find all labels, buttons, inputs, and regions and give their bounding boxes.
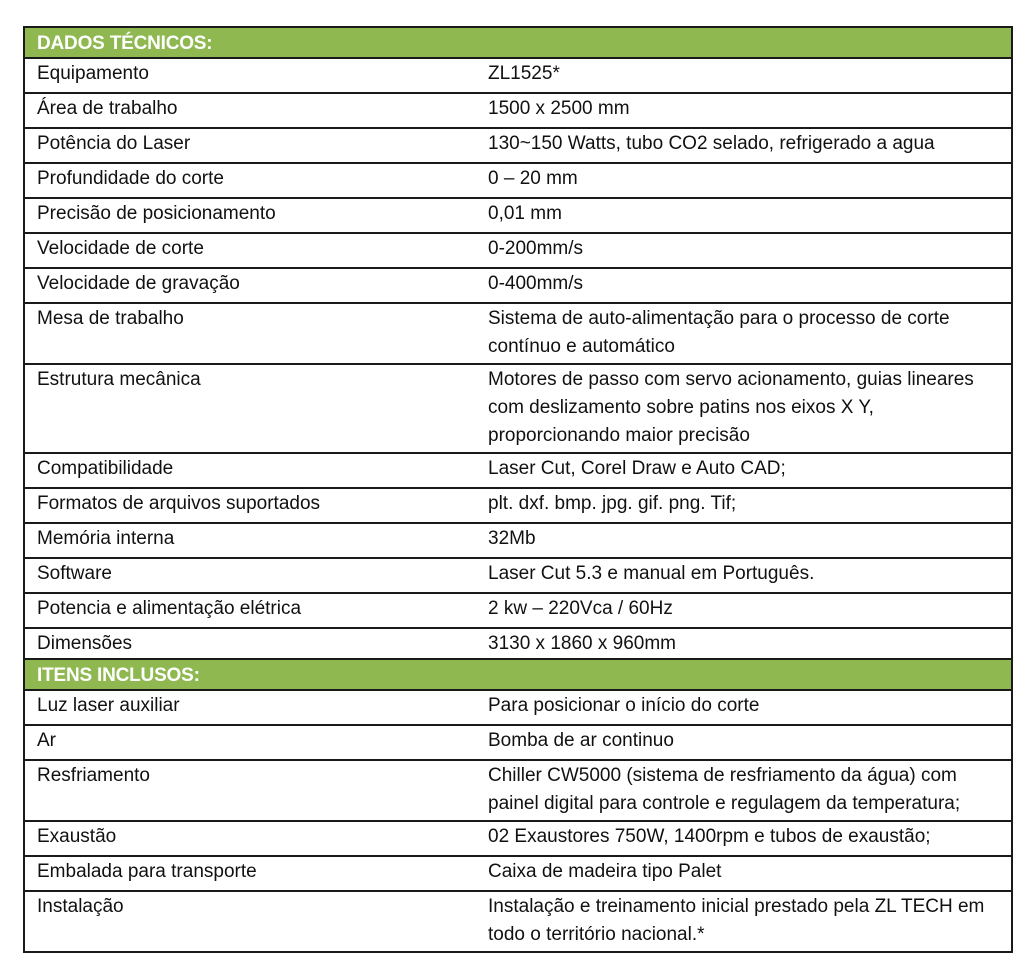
spec-label: Estrutura mecânica [24, 364, 474, 453]
spec-value: Motores de passo com servo acionamento, guias lineares com deslizamento sobre patins nos eixos X Y, proporcionando maior precisão [474, 364, 1012, 453]
spec-value: 0,01 mm [474, 198, 1012, 233]
table-row [24, 558, 1012, 593]
item-label: Instalação [24, 891, 474, 952]
spec-value: 1500 x 2500 mm [474, 93, 1012, 128]
table-row [24, 268, 1012, 303]
spec-label: Velocidade de corte [24, 233, 474, 268]
spec-value: Laser Cut 5.3 e manual em Português. [474, 558, 1012, 593]
table-header-row [24, 27, 1012, 58]
item-label: Exaustão [24, 821, 474, 856]
item-value: Chiller CW5000 (sistema de resfriamento da água) com painel digital para controle e regulagem da temperatura; [474, 760, 1012, 821]
table-row [24, 93, 1012, 128]
spec-value: 3130 x 1860 x 960mm [474, 628, 1012, 663]
technical-data-title: DADOS TÉCNICOS: [24, 27, 1012, 58]
spec-value: 32Mb [474, 523, 1012, 558]
spec-value: Sistema de auto-alimentação para o processo de corte contínuo e automático [474, 303, 1012, 364]
included-items-table [23, 658, 1013, 953]
spec-label: Equipamento [24, 58, 474, 93]
table-row [24, 725, 1012, 760]
spec-label: Potencia e alimentação elétrica [24, 593, 474, 628]
technical-data-table [23, 26, 1013, 664]
spec-label: Dimensões [24, 628, 474, 663]
item-label: Resfriamento [24, 760, 474, 821]
spec-value: 0 – 20 mm [474, 163, 1012, 198]
spec-value: 0-200mm/s [474, 233, 1012, 268]
spec-value: plt. dxf. bmp. jpg. gif. png. Tif; [474, 488, 1012, 523]
table-row [24, 488, 1012, 523]
spec-label: Velocidade de gravação [24, 268, 474, 303]
item-value: Para posicionar o início do corte [474, 690, 1012, 725]
spec-label: Mesa de trabalho [24, 303, 474, 364]
table-row [24, 523, 1012, 558]
table-row [24, 891, 1012, 952]
table-row [24, 690, 1012, 725]
table-row [24, 163, 1012, 198]
table-row [24, 593, 1012, 628]
table-row [24, 364, 1012, 453]
spec-value: Laser Cut, Corel Draw e Auto CAD; [474, 453, 1012, 488]
table-row [24, 303, 1012, 364]
table-row [24, 58, 1012, 93]
item-value: 02 Exaustores 750W, 1400rpm e tubos de exaustão; [474, 821, 1012, 856]
table-row [24, 856, 1012, 891]
spec-value: 130~150 Watts, tubo CO2 selado, refrigerado a agua [474, 128, 1012, 163]
spec-label: Área de trabalho [24, 93, 474, 128]
item-value: Instalação e treinamento inicial prestado pela ZL TECH em todo o território nacional.* [474, 891, 1012, 952]
table-row [24, 128, 1012, 163]
item-label: Ar [24, 725, 474, 760]
spec-label: Formatos de arquivos suportados [24, 488, 474, 523]
item-value: Caixa de madeira tipo Palet [474, 856, 1012, 891]
spec-value: ZL1525* [474, 58, 1012, 93]
spec-value: 0-400mm/s [474, 268, 1012, 303]
table-row [24, 760, 1012, 821]
item-value: Bomba de ar continuo [474, 725, 1012, 760]
spec-label: Software [24, 558, 474, 593]
spec-label: Precisão de posicionamento [24, 198, 474, 233]
table-row [24, 233, 1012, 268]
spec-value: 2 kw – 220Vca / 60Hz [474, 593, 1012, 628]
spec-label: Profundidade do corte [24, 163, 474, 198]
item-label: Luz laser auxiliar [24, 690, 474, 725]
table-row [24, 821, 1012, 856]
spec-label: Potência do Laser [24, 128, 474, 163]
table-row [24, 198, 1012, 233]
spec-label: Memória interna [24, 523, 474, 558]
table-row [24, 453, 1012, 488]
table-header-row [24, 659, 1012, 690]
item-label: Embalada para transporte [24, 856, 474, 891]
spec-label: Compatibilidade [24, 453, 474, 488]
included-items-title: ITENS INCLUSOS: [24, 659, 1012, 690]
